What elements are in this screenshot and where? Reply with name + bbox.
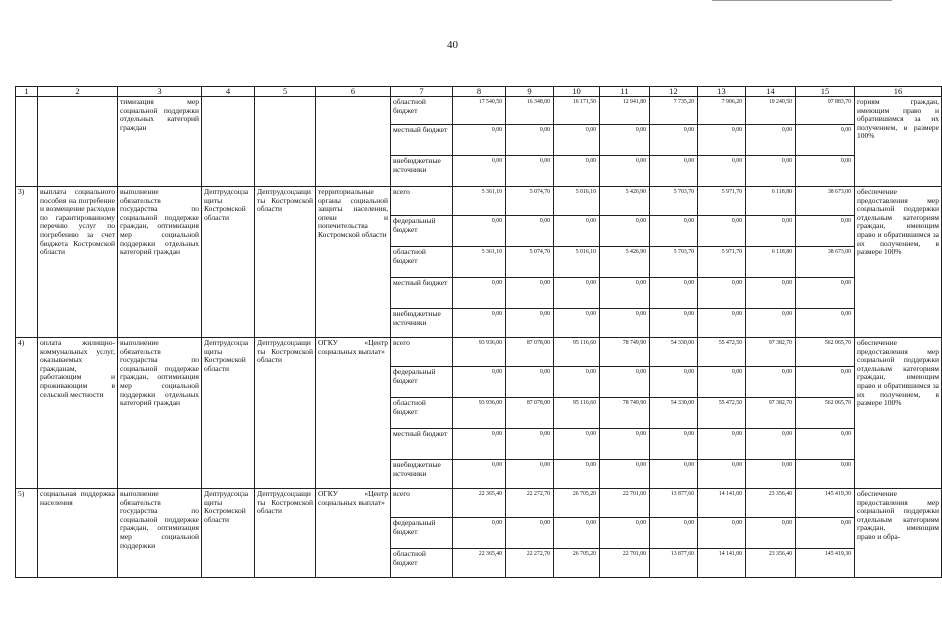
funding-value: 0,00 (506, 429, 554, 460)
funding-value: 0,00 (746, 367, 796, 398)
funding-value: 7 906,20 (698, 97, 746, 125)
funding-value: 0,00 (600, 216, 650, 247)
funding-value: 5 016,10 (554, 187, 600, 216)
funding-value: 0,00 (453, 309, 506, 338)
funding-value: 97 382,70 (746, 338, 796, 367)
funding-source: федеральный бюджет (391, 518, 453, 549)
column-header: 1 (16, 87, 38, 97)
coordinator-cell: Дептрудсоцзащиты Костромской области (255, 187, 316, 338)
column-header: 12 (650, 87, 698, 97)
funding-value: 0,00 (650, 367, 698, 398)
funding-value: 0,00 (698, 278, 746, 309)
table-row (16, 187, 942, 216)
funding-value: 26 705,20 (554, 549, 600, 578)
funding-value: 0,00 (506, 125, 554, 156)
funding-value: 0,00 (650, 518, 698, 549)
funding-value: 0,00 (453, 518, 506, 549)
funding-value: 5 074,70 (506, 247, 554, 278)
column-header: 10 (554, 87, 600, 97)
funding-value: 23 356,40 (746, 549, 796, 578)
funding-value: 0,00 (600, 309, 650, 338)
funding-value: 0,00 (650, 429, 698, 460)
funding-value: 55 472,50 (698, 398, 746, 429)
funding-value: 0,00 (554, 518, 600, 549)
page-number: 40 (447, 39, 458, 51)
funding-value: 54 330,00 (650, 338, 698, 367)
funding-source: всего (391, 489, 453, 518)
funding-value: 6 118,80 (746, 187, 796, 216)
funding-value: 0,00 (746, 278, 796, 309)
funding-value: 0,00 (554, 460, 600, 489)
funding-value: 0,00 (650, 460, 698, 489)
funding-value: 14 141,00 (698, 549, 746, 578)
funding-value: 26 705,20 (554, 489, 600, 518)
funding-value: 0,00 (698, 429, 746, 460)
funding-value: 0,00 (554, 429, 600, 460)
row-number-cell: 3) (16, 187, 38, 338)
funding-value: 0,00 (650, 278, 698, 309)
funding-value: 0,00 (796, 156, 855, 187)
funding-value: 0,00 (600, 156, 650, 187)
customer-cell: Дептрудсоцзащиты Костромской области (202, 187, 255, 338)
funding-value: 562 065,70 (796, 398, 855, 429)
funding-source: всего (391, 187, 453, 216)
row-number-cell (16, 97, 38, 187)
funding-value: 97 382,70 (746, 398, 796, 429)
funding-value: 14 141,00 (698, 489, 746, 518)
funding-value: 5 016,10 (554, 247, 600, 278)
funding-value: 93 936,00 (453, 338, 506, 367)
funding-value: 0,00 (698, 367, 746, 398)
funding-value: 0,00 (600, 518, 650, 549)
coordinator-cell: Дептрудсоцзащиты Костромской области (255, 338, 316, 489)
funding-source: областной бюджет (391, 97, 453, 125)
funding-value: 0,00 (600, 460, 650, 489)
funding-value: 22 701,00 (600, 549, 650, 578)
funding-value: 17 540,50 (453, 97, 506, 125)
funding-value: 5 361,10 (453, 247, 506, 278)
funding-source: областной бюджет (391, 398, 453, 429)
funding-source: местный бюджет (391, 429, 453, 460)
funding-value: 5 971,70 (698, 247, 746, 278)
funding-value: 0,00 (650, 125, 698, 156)
funding-source: местный бюджет (391, 125, 453, 156)
funding-value: 16 171,50 (554, 97, 600, 125)
funding-value: 78 749,90 (600, 338, 650, 367)
column-header: 7 (391, 87, 453, 97)
funding-value: 54 330,00 (650, 398, 698, 429)
funding-value: 145 419,30 (796, 549, 855, 578)
customer-cell: Дептрудсоцзащиты Костромской области (202, 489, 255, 578)
measure-basis-cell: выполнение обязательств государства по социальной поддержке граждан, оптимизация мер социальной поддержки (118, 489, 202, 578)
funding-source: местный бюджет (391, 278, 453, 309)
funding-value: 0,00 (554, 367, 600, 398)
coordinator-cell: Дептрудсоцзащиты Костромской области (255, 489, 316, 578)
funding-value: 0,00 (698, 309, 746, 338)
funding-value: 0,00 (650, 309, 698, 338)
column-header: 13 (698, 87, 746, 97)
funding-value: 0,00 (698, 460, 746, 489)
top-rule (712, 0, 892, 1)
funding-value: 0,00 (796, 125, 855, 156)
funding-value: 0,00 (453, 125, 506, 156)
funding-value: 16 348,00 (506, 97, 554, 125)
column-header: 8 (453, 87, 506, 97)
column-header: 5 (255, 87, 316, 97)
funding-value: 0,00 (600, 429, 650, 460)
program-measures-table (15, 86, 942, 578)
funding-value: 19 240,50 (746, 97, 796, 125)
funding-value: 22 365,40 (453, 549, 506, 578)
funding-value: 0,00 (506, 460, 554, 489)
funding-value: 0,00 (600, 278, 650, 309)
expected-result-cell: обеспечение предоставления мер социальной поддержки отдельным категориям граждан, имеющим право и обратившимся за их получением, в размере 100% (855, 338, 942, 489)
funding-value: 0,00 (453, 216, 506, 247)
funding-value: 0,00 (698, 518, 746, 549)
funding-value: 0,00 (554, 125, 600, 156)
column-header: 3 (118, 87, 202, 97)
funding-value: 0,00 (453, 278, 506, 309)
funding-value: 0,00 (506, 278, 554, 309)
funding-value: 0,00 (453, 460, 506, 489)
column-header: 2 (38, 87, 118, 97)
executor-cell: ОГКУ «Центр социальных выплат» (316, 338, 391, 489)
funding-value: 145 419,30 (796, 489, 855, 518)
funding-value: 0,00 (506, 518, 554, 549)
customer-cell: Дептрудсоцзащиты Костромской области (202, 338, 255, 489)
funding-value: 0,00 (746, 518, 796, 549)
funding-source: областной бюджет (391, 549, 453, 578)
funding-value: 22 365,40 (453, 489, 506, 518)
funding-value: 5 971,70 (698, 187, 746, 216)
funding-value: 38 673,00 (796, 187, 855, 216)
funding-value: 95 116,60 (554, 398, 600, 429)
funding-source: областной бюджет (391, 247, 453, 278)
measure-name-cell (38, 97, 118, 187)
funding-value: 5 426,90 (600, 247, 650, 278)
funding-value: 0,00 (698, 216, 746, 247)
funding-value: 5 426,90 (600, 187, 650, 216)
measure-name-cell: оплата жилищно-коммунальных услуг, оказываемых гражданам, работающим и проживающим в сельской местности (38, 338, 118, 489)
funding-value: 0,00 (796, 278, 855, 309)
row-number-cell: 4) (16, 338, 38, 489)
table-row (16, 338, 942, 367)
funding-value: 0,00 (600, 367, 650, 398)
funding-value: 7 735,20 (650, 97, 698, 125)
funding-value: 0,00 (796, 216, 855, 247)
funding-value: 97 883,70 (796, 97, 855, 125)
column-header: 9 (506, 87, 554, 97)
row-number-cell: 5) (16, 489, 38, 578)
measure-basis-cell: тимизация мер социальной поддержки отдельных категорий граждан (118, 97, 202, 187)
funding-value: 0,00 (506, 309, 554, 338)
funding-value: 12 941,80 (600, 97, 650, 125)
funding-value: 0,00 (796, 429, 855, 460)
expected-result-cell: обеспечение предоставления мер социальной поддержки отдельным категориям граждан, имеющим право и обра- (855, 489, 942, 578)
funding-value: 0,00 (796, 367, 855, 398)
funding-value: 0,00 (554, 156, 600, 187)
funding-value: 0,00 (453, 156, 506, 187)
funding-value: 13 877,60 (650, 489, 698, 518)
funding-value: 0,00 (746, 216, 796, 247)
funding-source: внебюджетные источники (391, 156, 453, 187)
table-row (16, 97, 942, 125)
column-header: 11 (600, 87, 650, 97)
funding-value: 0,00 (600, 125, 650, 156)
measure-name-cell: выплата социального пособия на погребение и возмещение расходов по гарантированному перечню услуг по погребению за счет бюджета Костромской области (38, 187, 118, 338)
executor-cell: территориальные органы социальной защиты населения, опеки и попечительства Костромской области (316, 187, 391, 338)
column-header: 4 (202, 87, 255, 97)
funding-value: 0,00 (554, 278, 600, 309)
column-header: 16 (855, 87, 942, 97)
funding-value: 38 673,00 (796, 247, 855, 278)
funding-value: 78 749,90 (600, 398, 650, 429)
column-number-row (16, 87, 942, 97)
funding-value: 23 356,40 (746, 489, 796, 518)
funding-value: 55 472,50 (698, 338, 746, 367)
expected-result-cell: гориям граждан, имеющим право и обратившимся за их получением, в размере 100% (855, 97, 942, 187)
funding-source: федеральный бюджет (391, 367, 453, 398)
funding-value: 5 703,70 (650, 187, 698, 216)
funding-value: 5 703,70 (650, 247, 698, 278)
customer-cell (202, 97, 255, 187)
funding-value: 95 116,60 (554, 338, 600, 367)
funding-value: 5 361,10 (453, 187, 506, 216)
funding-value: 0,00 (698, 125, 746, 156)
column-header: 14 (746, 87, 796, 97)
funding-value: 0,00 (506, 216, 554, 247)
funding-value: 0,00 (746, 309, 796, 338)
funding-source: всего (391, 338, 453, 367)
funding-value: 0,00 (746, 125, 796, 156)
funding-value: 0,00 (746, 460, 796, 489)
funding-value: 0,00 (453, 367, 506, 398)
funding-value: 0,00 (698, 156, 746, 187)
funding-value: 0,00 (796, 309, 855, 338)
column-header: 6 (316, 87, 391, 97)
funding-value: 22 701,00 (600, 489, 650, 518)
executor-cell: ОГКУ «Центр социальных выплат» (316, 489, 391, 578)
measure-basis-cell: выполнение обязательств государства по социальной поддержке граждан, оптимизация мер социальной поддержки отдельных категорий граждан (118, 187, 202, 338)
funding-value: 562 065,70 (796, 338, 855, 367)
funding-value: 0,00 (650, 216, 698, 247)
funding-value: 93 936,00 (453, 398, 506, 429)
table-row (16, 489, 942, 518)
funding-value: 0,00 (796, 460, 855, 489)
funding-value: 87 078,00 (506, 338, 554, 367)
measure-basis-cell: выполнение обязательств государства по социальной поддержке граждан, оптимизация мер социальной поддержки отдельных категорий граждан (118, 338, 202, 489)
funding-value: 87 078,00 (506, 398, 554, 429)
funding-value: 0,00 (554, 309, 600, 338)
funding-value: 0,00 (746, 156, 796, 187)
funding-source: внебюджетные источники (391, 460, 453, 489)
funding-value: 0,00 (746, 429, 796, 460)
funding-value: 0,00 (453, 429, 506, 460)
expected-result-cell: обеспечение предоставления мер социальной поддержки отдельным категориям граждан, имеющим право и обратившимся за их получением, в размере 100% (855, 187, 942, 338)
funding-value: 0,00 (554, 216, 600, 247)
coordinator-cell (255, 97, 316, 187)
measure-name-cell: социальная поддержка населения (38, 489, 118, 578)
funding-value: 22 272,70 (506, 489, 554, 518)
funding-value: 0,00 (506, 156, 554, 187)
funding-value: 13 877,60 (650, 549, 698, 578)
funding-value: 5 074,70 (506, 187, 554, 216)
funding-value: 0,00 (796, 518, 855, 549)
funding-value: 6 118,80 (746, 247, 796, 278)
funding-value: 22 272,70 (506, 549, 554, 578)
column-header: 15 (796, 87, 855, 97)
funding-value: 0,00 (506, 367, 554, 398)
funding-source: федеральный бюджет (391, 216, 453, 247)
executor-cell (316, 97, 391, 187)
funding-value: 0,00 (650, 156, 698, 187)
funding-source: внебюджетные источники (391, 309, 453, 338)
